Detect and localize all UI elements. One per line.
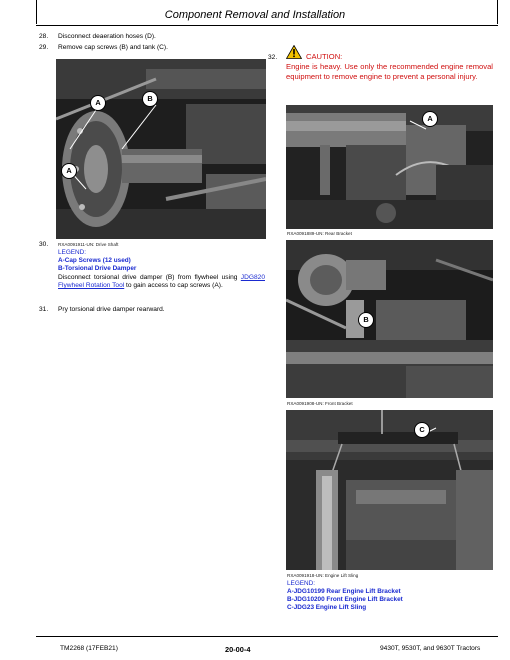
step-text: Disconnect torsional drive damper (B) from flywheel using <box>58 274 238 281</box>
step-31 <box>39 306 269 315</box>
footer-page-number: 20-00-4 <box>225 645 251 654</box>
rear-bracket-caption: RXA0091889-UN: Rear Bracket <box>287 231 352 236</box>
front-bracket-caption: RXA0091908-UN: Front Bracket <box>287 401 353 406</box>
step-32-number <box>268 54 286 63</box>
drive-shaft-photo <box>56 59 266 239</box>
engine-lift-sling-caption: RXA0091918-UN: Engine Lift Sling <box>287 573 359 578</box>
footer-doc-id: TM2268 (17FEB21) <box>60 645 118 652</box>
step-number: 28. <box>39 33 49 40</box>
step-29 <box>39 44 269 53</box>
caution-label: CAUTION: <box>306 52 343 61</box>
legend-item-a: A-JDG10199 Rear Engine Lift Bracket <box>287 588 401 595</box>
callout-a: A <box>422 111 438 127</box>
engine-lift-sling-photo <box>286 410 493 570</box>
step-30-number <box>39 241 55 250</box>
step-text: Disconnect deaeration hoses (D). <box>58 33 156 40</box>
legend-item-b: B-JDG10200 Front Engine Lift Bracket <box>287 596 403 603</box>
legend-title: LEGEND: <box>58 249 87 256</box>
drive-shaft-caption: RXA0091911-UN: Drive Shaft <box>58 242 119 247</box>
front-bracket-photo <box>286 240 493 398</box>
legend-item-c: C-JDG23 Engine Lift Sling <box>287 604 367 611</box>
step-text: Pry torsional drive damper rearward. <box>58 306 165 313</box>
rear-bracket-illustration <box>286 105 493 229</box>
step-number: 32. <box>268 54 278 61</box>
step-30-text <box>58 274 265 290</box>
right-legend <box>287 580 493 612</box>
drive-shaft-illustration <box>56 59 266 239</box>
footer-rule <box>36 636 498 637</box>
legend-item-b: B-Torsional Drive Damper <box>58 265 137 272</box>
header-rule <box>36 25 498 26</box>
step-28 <box>39 33 269 42</box>
callout-c: C <box>414 422 430 438</box>
caution-block <box>286 52 493 92</box>
legend-title: LEGEND: <box>287 580 316 587</box>
step-number: 31. <box>39 306 49 313</box>
flywheel-tool-link[interactable]: JDG820 Flywheel Rotation Tool <box>58 274 265 290</box>
step-text-after: to gain access to cap screws (A). <box>124 282 223 290</box>
page-header-title: Component Removal and Installation <box>164 9 346 21</box>
caution-text: Engine is heavy. Use only the recommended engine removal equipment to remove engine to prevent a personal injury. <box>286 62 493 81</box>
step-number: 30. <box>39 241 49 248</box>
front-bracket-illustration <box>286 240 493 398</box>
footer-models: 9430T, 9530T, and 9630T Tractors <box>380 645 481 652</box>
step-text: Remove cap screws (B) and tank (C). <box>58 44 168 51</box>
engine-lift-sling-illustration <box>286 410 493 570</box>
callout-b: B <box>142 91 158 107</box>
callout-a: A <box>61 163 77 179</box>
callout-a: A <box>90 95 106 111</box>
left-legend <box>58 249 258 273</box>
callout-b: B <box>358 312 374 328</box>
step-number: 29. <box>39 44 49 51</box>
legend-item-a: A-Cap Screws (12 used) <box>58 257 131 264</box>
rear-bracket-photo <box>286 105 493 229</box>
